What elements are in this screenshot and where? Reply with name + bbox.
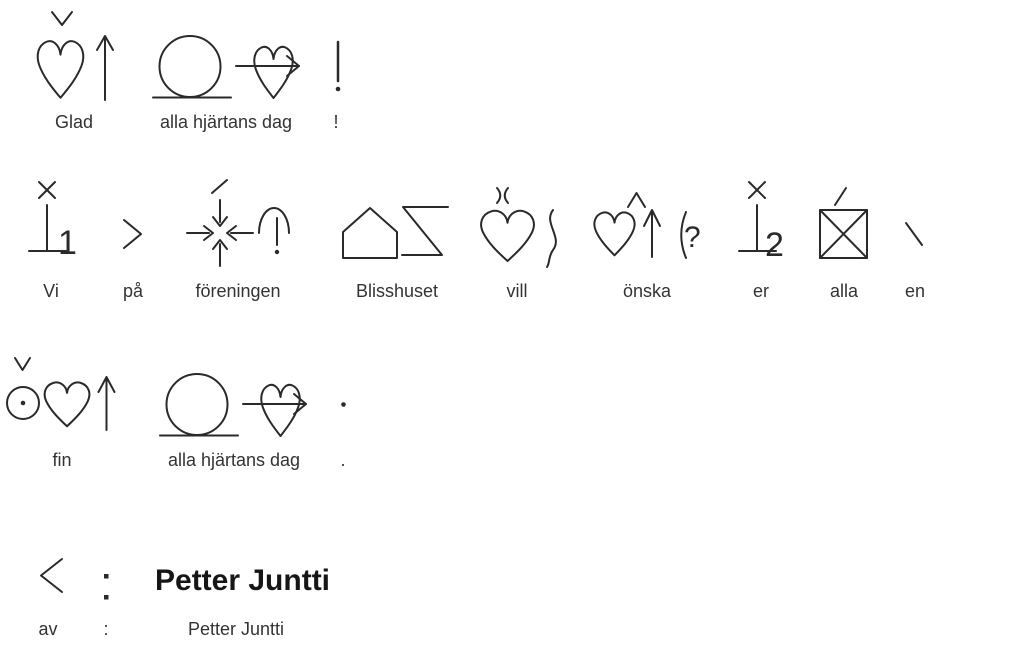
heart-with-wavy-line-symbol bbox=[476, 186, 558, 270]
word-caption: på bbox=[122, 281, 144, 301]
crossed-square-symbol bbox=[818, 180, 870, 260]
word-caption: . bbox=[340, 450, 346, 470]
question-glyph: ? bbox=[684, 221, 701, 254]
word-caption: alla bbox=[829, 281, 859, 301]
word-caption: : bbox=[103, 619, 109, 639]
word-fin bbox=[6, 355, 118, 475]
word-onska bbox=[588, 178, 706, 303]
word-vi bbox=[27, 178, 75, 303]
word-caption: ! bbox=[333, 112, 339, 132]
word-caption: alla hjärtans dag bbox=[167, 450, 301, 470]
word-caption: vill bbox=[506, 281, 528, 301]
word-caption: föreningen bbox=[195, 281, 281, 301]
word-caption: Vi bbox=[43, 281, 59, 301]
day-heart-pierced-by-arrow-symbol bbox=[160, 374, 306, 442]
word-blisshuset bbox=[342, 178, 452, 303]
word-caption: önska bbox=[622, 281, 672, 301]
indefinite-article-stroke-symbol bbox=[898, 218, 932, 252]
exclamation-mark-symbol bbox=[335, 42, 343, 92]
closing-row bbox=[0, 355, 1024, 475]
word-colon bbox=[94, 552, 118, 647]
word-alla-hjartans-dag bbox=[155, 355, 313, 475]
heart-up-arrow-question-symbol bbox=[590, 190, 702, 262]
word-author bbox=[150, 552, 331, 647]
happy-heart-up-arrow-symbol bbox=[34, 12, 118, 104]
house-and-bliss-z-symbol bbox=[342, 205, 452, 259]
person-plural-second-symbol bbox=[737, 182, 785, 262]
person-plural-first-symbol bbox=[27, 182, 75, 262]
day-heart-pierced-by-arrow-symbol bbox=[153, 36, 299, 104]
word-av bbox=[30, 552, 66, 647]
word-vill bbox=[476, 178, 558, 303]
word-caption: Blisshuset bbox=[355, 281, 439, 301]
colon-symbol bbox=[102, 574, 112, 601]
word-alla bbox=[818, 178, 870, 303]
period-dot-symbol bbox=[339, 400, 348, 409]
message-row bbox=[0, 178, 1024, 303]
word-caption: Glad bbox=[54, 112, 94, 132]
word-caption: fin bbox=[52, 450, 72, 470]
author-name-display: Petter Juntti bbox=[155, 564, 331, 597]
word-caption: er bbox=[752, 281, 769, 301]
by-less-than-symbol bbox=[38, 557, 64, 595]
word-alla-hjartans-dag bbox=[150, 10, 302, 145]
subscript-number: 1 bbox=[58, 224, 77, 262]
signature-row bbox=[0, 552, 1024, 647]
word-period bbox=[332, 355, 354, 475]
word-caption: av bbox=[38, 619, 58, 639]
word-pa bbox=[122, 178, 144, 303]
word-caption: Petter Juntti bbox=[187, 619, 285, 639]
word-caption: alla hjärtans dag bbox=[159, 112, 293, 132]
sun-heart-up-arrow-symbol bbox=[6, 356, 118, 434]
word-er bbox=[737, 178, 785, 303]
word-exclamation bbox=[322, 10, 350, 145]
word-en bbox=[898, 178, 932, 303]
greater-than-on-symbol bbox=[122, 218, 144, 252]
word-glad bbox=[28, 10, 120, 145]
greeting-row bbox=[0, 10, 1024, 145]
word-foreningen bbox=[185, 178, 291, 303]
converging-arrows-organization-symbol bbox=[185, 178, 291, 270]
subscript-number: 2 bbox=[765, 226, 784, 264]
word-caption: en bbox=[904, 281, 926, 301]
